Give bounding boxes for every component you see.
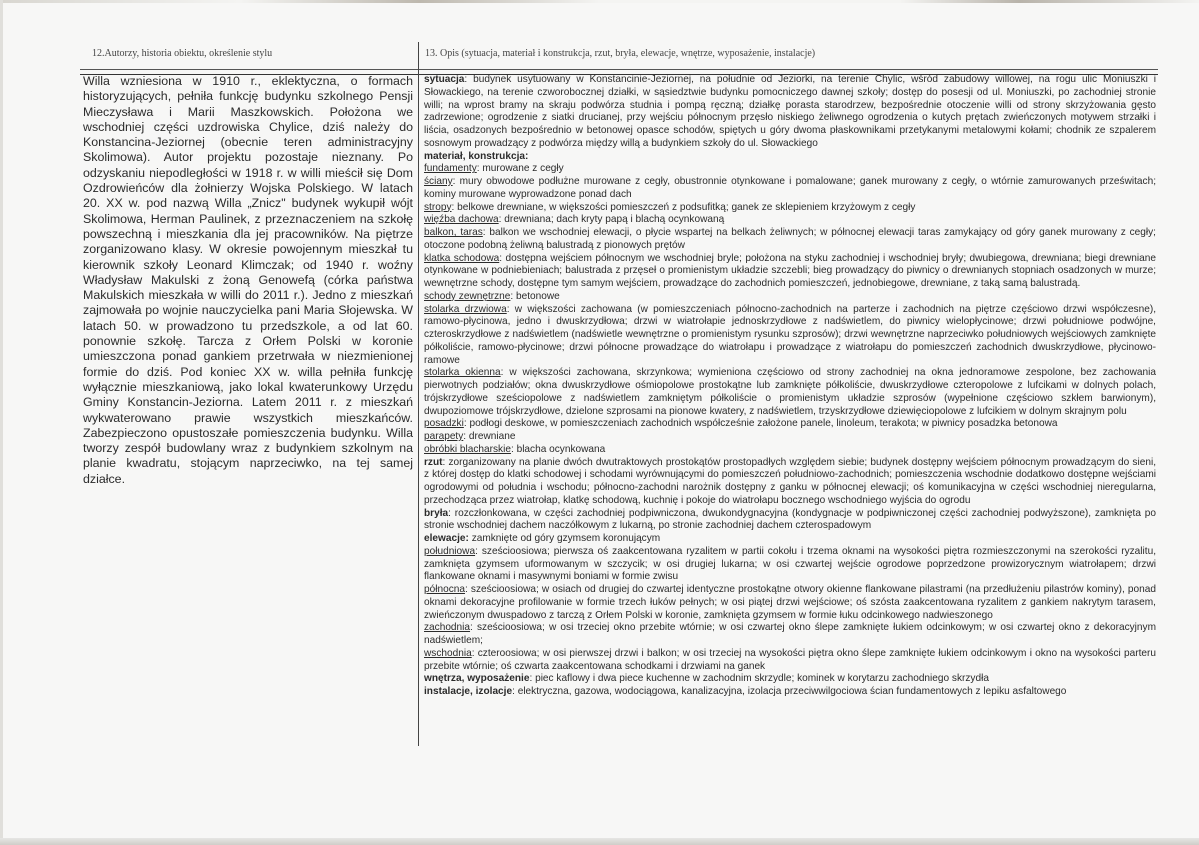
desc-fundamenty: fundamenty: murowane z cegły (424, 163, 564, 175)
label: instalacje, izolacje (424, 686, 513, 697)
scan-edge-bottom (0, 838, 1199, 845)
desc-rzut: rzut: zorganizowany na planie dwóch dwutraktowych prostokątów prostopadłych względem siebie; budynek dostępny wejściem północnym prowadzącym do sieni, z której dostęp do klatki schodowej i schodami wyrównującymi do pomieszczeń południowo-zachodnich; pomieszczenia wschodnie dodatkowo dostępne wejściami ogrodowymi od południa i wschodu; północno-zachodni narożnik dostępny z ganku w północnej elewacji; oś komunikacyjna w części wschodniej nieregularna, przechodząca przez wiatrołap, klatkę schodową, kuchnię i pokoje do wiatrołapu bocznego wschodniego wyjścia do ogrodu (424, 456, 1156, 506)
material-heading: materiał, konstrukcja: (424, 150, 529, 162)
label: elewacje: (424, 533, 469, 544)
label: więźba dachowa (424, 214, 499, 226)
label: północna (424, 584, 465, 595)
desc-wiezba: więźba dachowa: drewniana; dach kryty papą i blachą ocynkowaną (424, 214, 725, 226)
label: wschodnia (424, 647, 472, 659)
label: fundamenty (424, 163, 477, 175)
desc-schody: schody zewnętrzne: betonowe (424, 290, 560, 302)
desc-poludniowa: południowa: sześcioosiowa; pierwsza oś zaakcentowana ryzalitem w partii cokołu i trzema oknami na wysokości piętra rozmieszczonymi na szerokości ryzalitu, zamknięta gzymsem uformowanym w szczycik; w osi drugiej lukarna; w osi czwartej wejście ogrodowe poprzedzone prowizorycznym wiatrołapem; drzwi flankowane oknami i masywnymi boniami w formie zwisu (424, 545, 1156, 583)
label: schody zewnętrzne (424, 290, 511, 302)
section-12-title: 12.Autorzy, historia obiektu, określenie stylu (92, 48, 273, 59)
history-text: Willa wzniesiona w 1910 r., eklektyczna, o formach historyzujących, pełniła funkcję budynku szkolnego Pensji Mieczysława i Marii Maszkowskich. Położona we wschodniej części uzdrowiska Chylice, dziś należy do Konstancina-Jeziornej (obecnie teren administracyjny Skolimowa). Autor projektu pozostaje nieznany. Po odzyskaniu niepodległości w 1918 r. w willi mieścił się Dom Ozdrowieńców dla żołnierzy Wojska Polskiego. W latach 20. XX w. pod nazwą Willa „Znicz" budynek wykupił wójt Skolimowa, Herman Paulinek, z przeznaczeniem na szkołę powszechną i mieszkania dla jej pracowników. Na piętrze zorganizowano klasy. W okresie powojennym mieszkał tu kierownik szkoły Leonard Klimczak; od 1940 r. woźny Władysław Makulski z żoną Genowefą (córka państwa Makulskich mieszkała w willi do 2011 r.). Jedno z mieszkań zajmowała po wojnie nauczycielka pani Maria Słojewska. W latach 50. w prowadzono tu przedszkole, a od lat 60. ponownie szkołę. Tarcza z Orłem Polski w koronie umieszczona ponad gankiem przetrwała w niezmienionej formie do dziś. Pod koniec XX w. willa pełniła funkcję wyłącznie mieszkaniową, jako lokal kwaterunkowy Urzędu Gminy Konstancin-Jeziorna. Latem 2011 r. z mieszkań wykwaterowano prawie wszystkich mieszkańców. Zabezpieczono opustoszałe pomieszczenia budynku. Willa tworzy zespół budowlany wraz z budynkiem szkolnym na planie kwadratu, stojącym naprzeciwko, na tej samej działce. (83, 74, 413, 486)
desc-sytuacja: sytuacja: budynek usytuowany w Konstancinie-Jeziornej, na południe od Jeziorki, na terenie Chylic, wśród zabudowy willowej, na rogu ulic Moniuszki i Słowackiego, na terenie czworobocznej działki, w sąsiedztwie budynku pomocniczego dawnej szkoły; dostęp do posesji od ul. Moniuszki, po zachodniej stronie willi; na wprost bramy na skraju podwórza studnia i pompą ręczną; działkę porasta starodrzew, bezpośrednie otoczenie willi od strony skrzyżowania gęsto zadrzewione; ogrodzenie z siatki drucianej, przy wejściu północnym przęsło niskiego żeliwnego ogrodzenia o kutych prętach zwieńczonych motywem strzałki i liścia, osadzonych bezpośrednio w betonowej opasce schodów, spiętych u góry dwoma płaskownikami przetykanymi metalowymi kołami; chodnik ze szpalerem sosnowym prowadzący z podwórza między willą a budynkiem szkoły do ul. Słowackiego (424, 74, 1156, 149)
desc-elewacje: elewacje: zamknięte od góry gzymsem koronującym (424, 533, 661, 544)
desc-wnetrza: wnętrza, wyposażenie: piec kaflowy i dwa piece kuchenne w zachodnim skrzydle; kominek w korytarzu zachodniego skrzydła (424, 673, 989, 685)
desc-polnocna: północna: sześcioosiowa; w osiach od drugiej do czwartej identyczne prostokątne otwory okienne flankowane pilastrami (na przedłużeniu pilastrów kominy), ponad oknami dekoracyjne profilowanie w formie trzech łuków pełnych; w osi piątej drzwi wejściowe; oś szósta zaakcentowana ryzalitem z gankiem nakrytym tarasem, zwieńczonym dwuspadowo z tarczą z Orłem Polski w koronie, zamknięta gzymsem w formie łuku odcinkowego nadwieszonego (424, 584, 1156, 621)
desc-wschodnia: wschodnia: czteroosiowa; w osi pierwszej drzwi i balkon; w osi trzeciej na wysokości piętra okno ślepe zamknięte łukiem odcinkowym i okno na wysokości parteru przebite wtórnie; oś czwarta zaakcentowana schodkami i drzwiami na ganek (424, 647, 1156, 672)
label: klatka schodowa (424, 252, 500, 264)
column-divider (418, 42, 419, 746)
section-13-title: 13. Opis (sytuacja, materiał i konstrukcja, rzut, bryła, elewacje, wnętrze, wyposażenie, instalacje) (425, 48, 816, 59)
desc-parapety: parapety: drewniane (424, 431, 516, 442)
label: bryła (424, 507, 449, 519)
label: zachodnia (424, 622, 471, 634)
desc-klatka: klatka schodowa: dostępna wejściem północnym we wschodniej bryle; położona na styku zachodniej i wschodniej bryły; dwubiegowa, drewniana; biegi drewniane otynkowane w podniebieniach; balustrada z przęseł o promienistym układzie szczebli; bieg prowadzący do piwnicy o drewnianych stopniach osadzonych w murze; wewnętrzne schody, dostępne tym samym wejściem, prowadzące do zachodnich pomieszczeń, jednobiegowe, drewniane, z taką samą balustradą. (424, 252, 1157, 289)
scan-edge-top (0, 0, 1199, 3)
scan-edge-left (0, 0, 3, 845)
label: ściany (424, 176, 453, 187)
label: stolarka okienna (424, 367, 501, 379)
label: sytuacja (424, 74, 465, 85)
label: stropy (424, 201, 452, 213)
desc-stropy: stropy: belkowe drewniane, w większości pomieszczeń z podsufitką; ganek ze sklepieniem krzyżowym z cegły (424, 201, 916, 213)
desc-stolarka-okienna: stolarka okienna: w większości zachowana, skrzynkowa; wymieniona częściowo od strony zachodniej na okna jednoramowe zespolone, bez zachowania pierwotnych podziałów; okna dwuskrzydłowe ośmiopolowe prostokątne lub zamknięte półkoliście, dwuskrzydłowe czteropolowe z lufcikami w dolnych polach, trójskrzydłowe sześciopolowe z nadświetlem zamkniętym półkoliście o promienistym układzie szprosów (wypełnione częściowo szkłem barwionym), dwupoziomowe trójskrzydłowe, dzielone szprosami na pionowe kwatery, z nadświetlem, trzyskrzydłowe dziewięciopolowe z lufcikiem w dolnym skrajnym polu (424, 367, 1156, 417)
label: stolarka drzwiowa (424, 303, 507, 315)
label: rzut (424, 456, 443, 468)
desc-bryla: bryła: rozczłonkowana, w części zachodniej podpiwniczona, dwukondygnacyjna (kondygnacje w podpiwniczonej części zachodniej podwyższone), zamknięta po stronie wschodniej dachem naczółkowym z lukarną, po stronie zachodniej dachem czterospadowym (424, 507, 1156, 532)
label: posadzki (424, 418, 464, 430)
label: balkon, taras (424, 227, 483, 238)
label: południowa (424, 545, 476, 557)
form-header-row (80, 40, 1160, 68)
desc-sciany: ściany: mury obwodowe podłużne murowane z cegły, obustronnie otynkowane i pomalowane; ganek murowany z cegły, o wtórnie zamurowanych prześwitach; kominy murowane wyprowadzone ponad dach (424, 176, 1156, 200)
label: parapety (424, 431, 464, 442)
desc-stolarka-drzwiowa: stolarka drzwiowa: w większości zachowana (w pomieszczeniach północno-zachodnich na parterze i zachodnich na piętrze częściowo drzwi współczesne), ramowo-płycinowa, jedno i dwuskrzydłowa; drzwi w wiatrołapie jednoskrzydłowe z nadświetlem, do piwnicy wielopłycinowe; drzwi południowe podwójne, czteroskrzydłowe z nadświetlem (nadświetle wewnętrzne o promienistym rysunku szprosów); drzwi wewnętrzne naprzeciwko południowych wejściowych zamknięte półkoliście, ramowo-płycinowe; drzwi północne prowadzące do wiatrołapu i prowadzące z wiatrołapu do pomieszczeń zachodnich dwuskrzydłowe, płycinowo-ramowe (424, 303, 1156, 366)
desc-posadzki: posadzki: podłogi deskowe, w pomieszczeniach zachodnich współcześnie założone panele, linoleum, terakota; w piwnicy posadzka betonowa (424, 418, 1058, 430)
label: obróbki blacharskie (424, 443, 511, 455)
label: wnętrza, wyposażenie (424, 673, 530, 685)
desc-balkon: balkon, taras: balkon we wschodniej elewacji, o płycie wspartej na belkach żeliwnych; w północnej elewacji taras zamykający od góry ganek murowany z cegły; otoczone podobną żeliwną balustradą z pionowych prętów (424, 227, 1156, 251)
desc-obrobki: obróbki blacharskie: blacha ocynkowana (424, 443, 606, 455)
history-column (83, 74, 413, 487)
desc-instalacje: instalacje, izolacje: elektryczna, gazowa, wodociągowa, kanalizacyjna, izolacja przeciwwilgociowa ścian fundamentowych z lepiku asfaltowego (424, 686, 1067, 697)
desc-zachodnia: zachodnia: sześcioosiowa; w osi trzeciej okno przebite wtórnie; w osi czwartej okno ślepe zamknięte łukiem odcinkowym; w osi czwartej okno z dekoracyjnym nadświetlem; (424, 622, 1156, 646)
description-column (424, 74, 1156, 699)
